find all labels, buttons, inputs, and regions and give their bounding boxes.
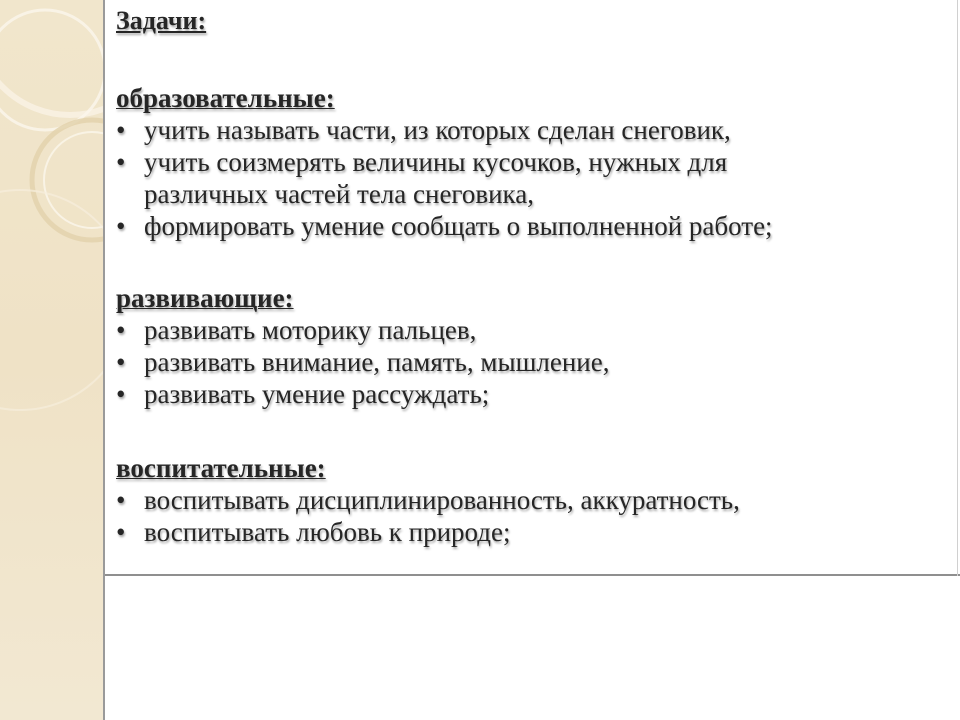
bullet: • xyxy=(116,211,126,241)
list-item-text: воспитывать дисциплинированность, аккуратность, xyxy=(144,485,740,515)
list-item xyxy=(116,346,946,378)
list-item-text: развивать умение рассуждать; xyxy=(144,379,490,409)
section-upbringing xyxy=(116,452,946,548)
tasks-text-block xyxy=(116,4,946,548)
list-item-text: развивать моторику пальцев, xyxy=(144,315,477,345)
content-bottom-border xyxy=(105,574,960,576)
list-item xyxy=(116,314,946,346)
list-item-text: развивать внимание, память, мышление, xyxy=(144,347,610,377)
slide-title: Задачи: xyxy=(116,6,207,35)
list-item xyxy=(116,484,946,516)
section-heading-developmental: развивающие: xyxy=(116,283,294,313)
list-item-text: воспитывать любовь к природе; xyxy=(144,517,511,547)
section-heading-upbringing: воспитательные: xyxy=(116,453,326,483)
section-heading-educational: образовательные: xyxy=(116,83,335,113)
educational-items-list xyxy=(116,114,946,242)
bullet: • xyxy=(116,147,126,177)
list-item xyxy=(116,146,946,210)
decorative-rings-graphic xyxy=(0,0,103,720)
developmental-items-list xyxy=(116,314,946,410)
list-item-text-continuation: различных частей тела снеговика, xyxy=(144,179,534,209)
bullet: • xyxy=(116,315,126,345)
list-item xyxy=(116,516,946,548)
upbringing-items-list xyxy=(116,484,946,548)
list-item xyxy=(116,378,946,410)
decorative-side-strip xyxy=(0,0,103,720)
bullet: • xyxy=(116,485,126,515)
bullet: • xyxy=(116,517,126,547)
list-item-text: учить соизмерять величины кусочков, нужных для xyxy=(144,147,728,177)
list-item-text: формировать умение сообщать о выполненной работе; xyxy=(144,211,773,241)
list-item-text: учить называть части, из которых сделан снеговик, xyxy=(144,115,731,145)
bullet: • xyxy=(116,379,126,409)
bullet: • xyxy=(116,347,126,377)
list-item xyxy=(116,114,946,146)
spacer xyxy=(116,410,946,452)
section-developmental xyxy=(116,282,946,410)
content-right-border xyxy=(957,0,958,576)
list-item xyxy=(116,210,946,242)
spacer xyxy=(116,242,946,282)
section-educational xyxy=(116,82,946,242)
bullet: • xyxy=(116,115,126,145)
